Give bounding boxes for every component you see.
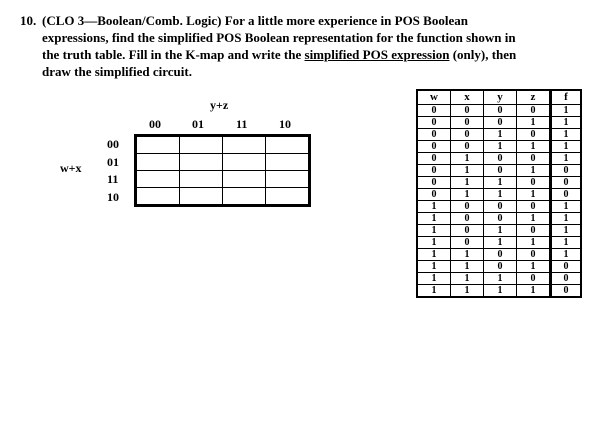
kmap-col-label-01: 01 [192, 117, 204, 131]
kmap-row-variable: w+x [60, 161, 82, 175]
input-cell: 1 [417, 249, 451, 261]
kmap-row-label-11: 11 [107, 172, 119, 186]
input-cell: 1 [417, 273, 451, 285]
input-cell: 1 [451, 261, 484, 273]
underlined-phrase: simplified POS expression [304, 47, 450, 62]
input-cell: 1 [451, 285, 484, 298]
output-cell: 0 [551, 273, 582, 285]
input-cell: 0 [517, 249, 551, 261]
kmap-cell[interactable] [136, 136, 180, 154]
kmap-cell[interactable] [136, 188, 180, 206]
kmap-cell[interactable] [136, 171, 180, 188]
input-cell: 1 [484, 237, 517, 249]
kmap-col-label-10: 10 [279, 117, 291, 131]
kmap-row-label-01: 01 [107, 155, 119, 169]
question-line-2: expressions, find the simplified POS Boolean representation for the function shown in [42, 30, 516, 45]
table-row [417, 117, 581, 129]
input-cell: 0 [517, 225, 551, 237]
question-line-1: (CLO 3—Boolean/Comb. Logic) For a little more experience in POS Boolean [42, 13, 468, 28]
kmap-row [136, 154, 310, 171]
output-cell: 0 [551, 189, 582, 201]
input-cell: 1 [484, 177, 517, 189]
kmap-row [136, 188, 310, 206]
input-cell: 0 [451, 213, 484, 225]
kmap-col-label-00: 00 [149, 117, 161, 131]
kmap-cell[interactable] [223, 188, 266, 206]
table-row [417, 237, 581, 249]
table-row [417, 261, 581, 273]
kmap-cell[interactable] [223, 154, 266, 171]
header-z: z [517, 90, 551, 105]
input-cell: 1 [451, 273, 484, 285]
input-cell: 1 [517, 261, 551, 273]
input-cell: 0 [517, 201, 551, 213]
header-f: f [551, 90, 582, 105]
input-cell: 0 [517, 105, 551, 117]
question-line-4: draw the simplified circuit. [42, 64, 192, 79]
input-cell: 1 [517, 285, 551, 298]
input-cell: 1 [417, 261, 451, 273]
input-cell: 1 [417, 237, 451, 249]
output-cell: 1 [551, 141, 582, 153]
output-cell: 0 [551, 261, 582, 273]
kmap-row [136, 171, 310, 188]
input-cell: 0 [484, 153, 517, 165]
kmap-cell[interactable] [266, 188, 310, 206]
input-cell: 0 [517, 129, 551, 141]
table-row [417, 129, 581, 141]
output-cell: 1 [551, 117, 582, 129]
input-cell: 1 [417, 201, 451, 213]
kmap-cell[interactable] [180, 136, 223, 154]
input-cell: 0 [484, 261, 517, 273]
output-cell: 1 [551, 129, 582, 141]
table-row [417, 249, 581, 261]
input-cell: 0 [417, 153, 451, 165]
truth-table [416, 89, 582, 298]
input-cell: 1 [484, 141, 517, 153]
output-cell: 1 [551, 213, 582, 225]
table-row [417, 273, 581, 285]
kmap-cell[interactable] [136, 154, 180, 171]
header-x: x [451, 90, 484, 105]
input-cell: 1 [484, 285, 517, 298]
kmap-row-label-00: 00 [107, 137, 119, 151]
input-cell: 0 [451, 117, 484, 129]
output-cell: 1 [551, 153, 582, 165]
header-w: w [417, 90, 451, 105]
input-cell: 0 [484, 105, 517, 117]
header-y: y [484, 90, 517, 105]
kmap-row-label-10: 10 [107, 190, 119, 204]
input-cell: 1 [517, 117, 551, 129]
input-cell: 0 [451, 129, 484, 141]
input-cell: 1 [417, 225, 451, 237]
truth-table-header [417, 90, 581, 105]
input-cell: 0 [517, 177, 551, 189]
kmap-cell[interactable] [266, 171, 310, 188]
input-cell: 1 [517, 237, 551, 249]
question-line-3-start: the truth table. Fill in the K-map and write the [42, 47, 305, 62]
input-cell: 0 [484, 201, 517, 213]
table-row [417, 189, 581, 201]
table-row [417, 177, 581, 189]
input-cell: 0 [484, 117, 517, 129]
input-cell: 0 [417, 141, 451, 153]
input-cell: 1 [484, 273, 517, 285]
question-number: 10. [20, 13, 37, 28]
input-cell: 1 [451, 153, 484, 165]
table-row [417, 153, 581, 165]
table-row [417, 105, 581, 117]
input-cell: 1 [484, 225, 517, 237]
question-text [20, 12, 590, 80]
input-cell: 0 [484, 213, 517, 225]
input-cell: 0 [517, 153, 551, 165]
kmap-row [136, 136, 310, 154]
kmap-cell[interactable] [180, 188, 223, 206]
kmap-cell[interactable] [223, 171, 266, 188]
input-cell: 0 [451, 225, 484, 237]
input-cell: 0 [451, 105, 484, 117]
kmap-cell[interactable] [266, 136, 310, 154]
table-row [417, 225, 581, 237]
input-cell: 0 [417, 165, 451, 177]
input-cell: 0 [517, 273, 551, 285]
table-row [417, 285, 581, 298]
input-cell: 1 [517, 213, 551, 225]
output-cell: 1 [551, 249, 582, 261]
kmap-grid [134, 134, 311, 207]
input-cell: 0 [484, 249, 517, 261]
input-cell: 1 [451, 177, 484, 189]
question-line-3 [42, 46, 590, 63]
input-cell: 1 [484, 129, 517, 141]
kmap-cell[interactable] [223, 136, 266, 154]
kmap-cell[interactable] [180, 171, 223, 188]
question-body [42, 12, 590, 80]
table-row [417, 141, 581, 153]
input-cell: 0 [451, 141, 484, 153]
kmap-col-label-11: 11 [236, 117, 248, 131]
output-cell: 0 [551, 165, 582, 177]
output-cell: 1 [551, 105, 582, 117]
input-cell: 1 [517, 141, 551, 153]
output-cell: 0 [551, 285, 582, 298]
input-cell: 0 [417, 189, 451, 201]
input-cell: 0 [484, 165, 517, 177]
input-cell: 1 [417, 285, 451, 298]
output-cell: 0 [551, 177, 582, 189]
input-cell: 0 [417, 117, 451, 129]
input-cell: 1 [417, 213, 451, 225]
table-row [417, 201, 581, 213]
input-cell: 1 [451, 249, 484, 261]
output-cell: 1 [551, 237, 582, 249]
table-row [417, 213, 581, 225]
input-cell: 1 [517, 165, 551, 177]
input-cell: 1 [517, 189, 551, 201]
kmap-cell[interactable] [266, 154, 310, 171]
question-line-3-end: (only), then [449, 47, 517, 62]
output-cell: 1 [551, 201, 582, 213]
input-cell: 0 [417, 129, 451, 141]
input-cell: 1 [451, 189, 484, 201]
input-cell: 1 [484, 189, 517, 201]
input-cell: 0 [417, 105, 451, 117]
kmap-column-variable: y+z [210, 98, 229, 112]
input-cell: 1 [451, 165, 484, 177]
input-cell: 0 [451, 201, 484, 213]
table-row [417, 165, 581, 177]
kmap-cell[interactable] [180, 154, 223, 171]
output-cell: 1 [551, 225, 582, 237]
input-cell: 0 [451, 237, 484, 249]
input-cell: 0 [417, 177, 451, 189]
